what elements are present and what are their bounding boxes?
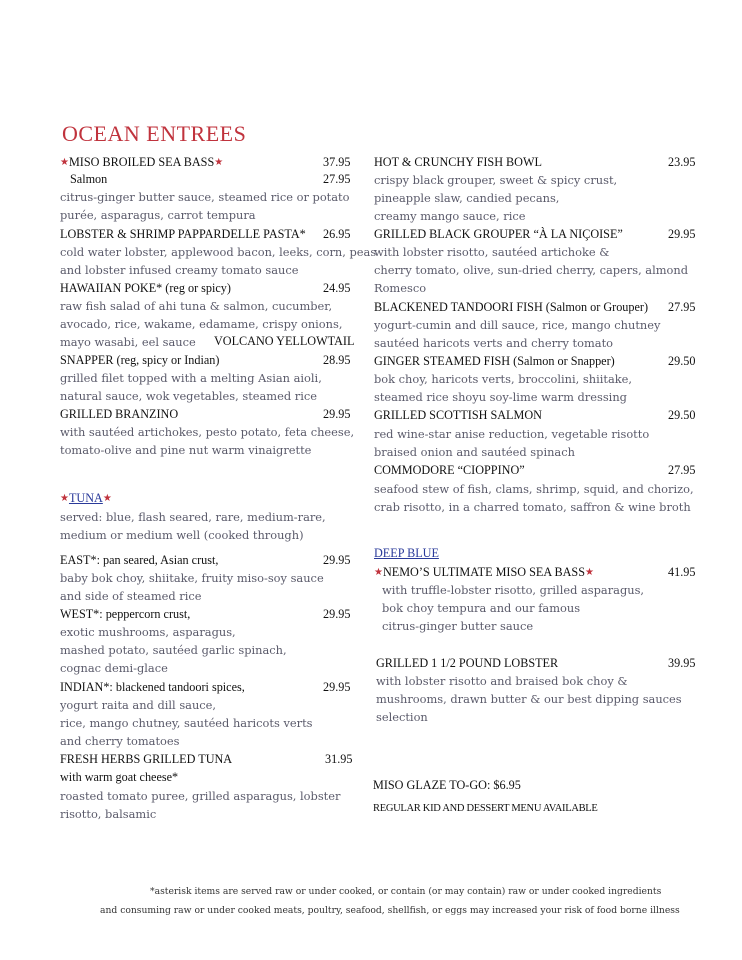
star-icon: ★ bbox=[102, 493, 112, 504]
dish-description: braised onion and sautéed spinach bbox=[374, 445, 575, 459]
star-icon: ★ bbox=[60, 493, 69, 504]
dish-description: crab risotto, in a charred tomato, saffron & wine broth bbox=[374, 500, 691, 514]
dish-description: crispy black grouper, sweet & spicy crust, bbox=[374, 173, 618, 187]
dish-price: 31.95 bbox=[325, 752, 353, 766]
dish-price: 26.95 bbox=[323, 227, 351, 241]
dish-price: 29.95 bbox=[668, 227, 696, 241]
star-icon: ★ bbox=[374, 567, 383, 578]
star-icon: ★ bbox=[585, 567, 594, 578]
dish-price: 29.95 bbox=[323, 680, 351, 694]
dish-description: with sautéed artichokes, pesto potato, feta cheese, bbox=[60, 425, 355, 439]
dish-description: roasted tomato puree, grilled asparagus, lobster bbox=[60, 789, 341, 803]
dish-description: seafood stew of fish, clams, shrimp, squid, and chorizo, bbox=[374, 482, 694, 496]
dish-east bbox=[60, 553, 218, 568]
dish-sub: with warm goat cheese* bbox=[60, 770, 179, 784]
dish-description: exotic mushrooms, asparagus, bbox=[60, 625, 236, 639]
dish-snapper: SNAPPER (reg, spicy or Indian) bbox=[60, 353, 220, 367]
dish-sub-salmon: Salmon bbox=[70, 172, 108, 186]
dish-tandoori-fish: BLACKENED TANDOORI FISH (Salmon or Grouper) bbox=[374, 300, 649, 314]
dish-description: purée, asparagus, carrot tempura bbox=[60, 208, 256, 222]
dish-description: mashed potato, sautéed garlic spinach, bbox=[60, 643, 287, 657]
dish-description: with lobster risotto and braised bok choy & bbox=[376, 674, 628, 688]
dish-description: baby bok choy, shiitake, fruity miso-soy sauce bbox=[60, 571, 324, 585]
dish-description: sautéed haricots verts and cherry tomato bbox=[374, 336, 614, 350]
dish-description: risotto, balsamic bbox=[60, 807, 157, 821]
dish-description: bok choy tempura and our famous bbox=[382, 601, 581, 615]
footnote-raw-items: *asterisk items are served raw or under cooked, or contain (or may contain) raw or under cooked ingredients bbox=[150, 886, 662, 897]
dish-description: yogurt raita and dill sauce, bbox=[60, 698, 217, 712]
miso-glaze-note: MISO GLAZE TO-GO: $6.95 bbox=[373, 778, 521, 792]
dish-name: MISO BROILED SEA BASS bbox=[68, 155, 215, 169]
dish-volcano-yellowtail: VOLCANO YELLOWTAIL bbox=[214, 334, 355, 348]
dish-price: 29.95 bbox=[323, 607, 351, 621]
dish-description: natural sauce, wok vegetables, steamed rice bbox=[60, 389, 317, 403]
dish-name: EAST*: pan seared, Asian crust, bbox=[60, 553, 219, 567]
dish-price: 29.50 bbox=[668, 408, 696, 422]
dish-price: 29.95 bbox=[323, 407, 351, 421]
dish-description: raw fish salad of ahi tuna & salmon, cucumber, bbox=[60, 299, 333, 313]
dish-black-grouper: GRILLED BLACK GROUPER “À LA NIÇOISE” bbox=[374, 227, 623, 241]
section-title: TUNA bbox=[68, 491, 103, 505]
dish-price: 23.95 bbox=[668, 155, 696, 169]
dish-description: with truffle-lobster risotto, grilled asparagus, bbox=[382, 583, 645, 597]
dish-scottish-salmon: GRILLED SCOTTISH SALMON bbox=[374, 408, 542, 422]
dish-description: and lobster infused creamy tomato sauce bbox=[60, 263, 299, 277]
dish-description: cold water lobster, applewood bacon, leeks, corn, peas bbox=[60, 245, 377, 259]
dish-fish-bowl: HOT & CRUNCHY FISH BOWL bbox=[374, 155, 542, 169]
dish-description: citrus-ginger butter sauce bbox=[382, 619, 534, 633]
section-deep-blue: DEEP BLUE bbox=[374, 546, 439, 560]
dish-description: rice, mango chutney, sautéed haricots verts bbox=[60, 716, 313, 730]
dish-west: WEST*: peppercorn crust, bbox=[60, 607, 191, 621]
dish-description: grilled filet topped with a melting Asian aioli, bbox=[60, 371, 322, 385]
dish-price: 37.95 bbox=[323, 155, 351, 169]
section-description: served: blue, flash seared, rare, medium-rare, bbox=[60, 510, 326, 524]
dish-price: 39.95 bbox=[668, 656, 696, 670]
dish-description: steamed rice shoyu soy-lime warm dressing bbox=[374, 390, 627, 404]
dish-lobster-pasta: LOBSTER & SHRIMP PAPPARDELLE PASTA* bbox=[60, 227, 306, 241]
dish-hawaiian-poke: HAWAIIAN POKE* (reg or spicy) bbox=[60, 281, 231, 295]
dish-price: 27.95 bbox=[668, 300, 696, 314]
dish-description: mushrooms, drawn butter & our best dipping sauces bbox=[376, 692, 682, 706]
dish-description: and side of steamed rice bbox=[60, 589, 202, 603]
dish-price: 41.95 bbox=[668, 565, 696, 579]
page-title: OCEAN ENTREES bbox=[62, 121, 247, 146]
dish-description: bok choy, haricots verts, broccolini, shiitake, bbox=[374, 372, 633, 386]
dish-price: 28.95 bbox=[323, 353, 351, 367]
dish-description: cognac demi-glace bbox=[60, 661, 168, 675]
dish-ginger-steamed: GINGER STEAMED FISH (Salmon or Snapper) bbox=[374, 354, 615, 368]
dish-price: 24.95 bbox=[323, 281, 351, 295]
dish-price: 27.95 bbox=[668, 463, 696, 477]
dish-grilled-lobster: GRILLED 1 1/2 POUND LOBSTER bbox=[376, 656, 559, 670]
dish-name: NEMO’S ULTIMATE MISO SEA BASS bbox=[382, 565, 585, 579]
dish-price: 29.95 bbox=[323, 553, 351, 567]
dish-cioppino: COMMODORE “CIOPPINO” bbox=[374, 463, 525, 477]
dish-description: citrus-ginger butter sauce, steamed rice or potato bbox=[60, 190, 350, 204]
star-icon: ★ bbox=[60, 157, 69, 168]
dish-description: with lobster risotto, sautéed artichoke & bbox=[374, 245, 610, 259]
dish-description: yogurt-cumin and dill sauce, rice, mango chutney bbox=[374, 318, 661, 332]
footnote-health-warning: and consuming raw or under cooked meats, poultry, seafood, shellfish, or eggs may increased your risk of food borne illness bbox=[100, 905, 680, 916]
dish-fresh-herbs-tuna: FRESH HERBS GRILLED TUNA bbox=[60, 752, 233, 766]
section-description: medium or medium well (cooked through) bbox=[60, 528, 304, 542]
dish-description: tomato-olive and pine nut warm vinaigrette bbox=[60, 443, 312, 457]
dish-nemo-miso-sea-bass bbox=[374, 565, 594, 580]
star-icon: ★ bbox=[214, 157, 224, 168]
dish-price: 29.50 bbox=[668, 354, 696, 368]
dish-description: selection bbox=[376, 710, 428, 724]
dish-indian: INDIAN*: blackened tandoori spices, bbox=[60, 680, 245, 694]
dish-description: creamy mango sauce, rice bbox=[374, 209, 526, 223]
section-tuna bbox=[60, 491, 112, 506]
kid-dessert-menu-note: REGULAR KID AND DESSERT MENU AVAILABLE bbox=[373, 803, 598, 814]
dish-description: and cherry tomatoes bbox=[60, 734, 180, 748]
dish-miso-broiled-sea-bass bbox=[60, 155, 223, 170]
dish-description: mayo wasabi, eel sauce bbox=[60, 335, 196, 349]
dish-grilled-branzino: GRILLED BRANZINO bbox=[60, 407, 179, 421]
dish-description: cherry tomato, olive, sun-dried cherry, capers, almond bbox=[374, 263, 689, 277]
dish-description: Romesco bbox=[374, 281, 427, 295]
dish-description: pineapple slaw, candied pecans, bbox=[374, 191, 560, 205]
dish-description: avocado, rice, wakame, edamame, crispy onions, bbox=[60, 317, 343, 331]
dish-description: red wine-star anise reduction, vegetable risotto bbox=[374, 427, 650, 441]
dish-price: 27.95 bbox=[323, 172, 351, 186]
